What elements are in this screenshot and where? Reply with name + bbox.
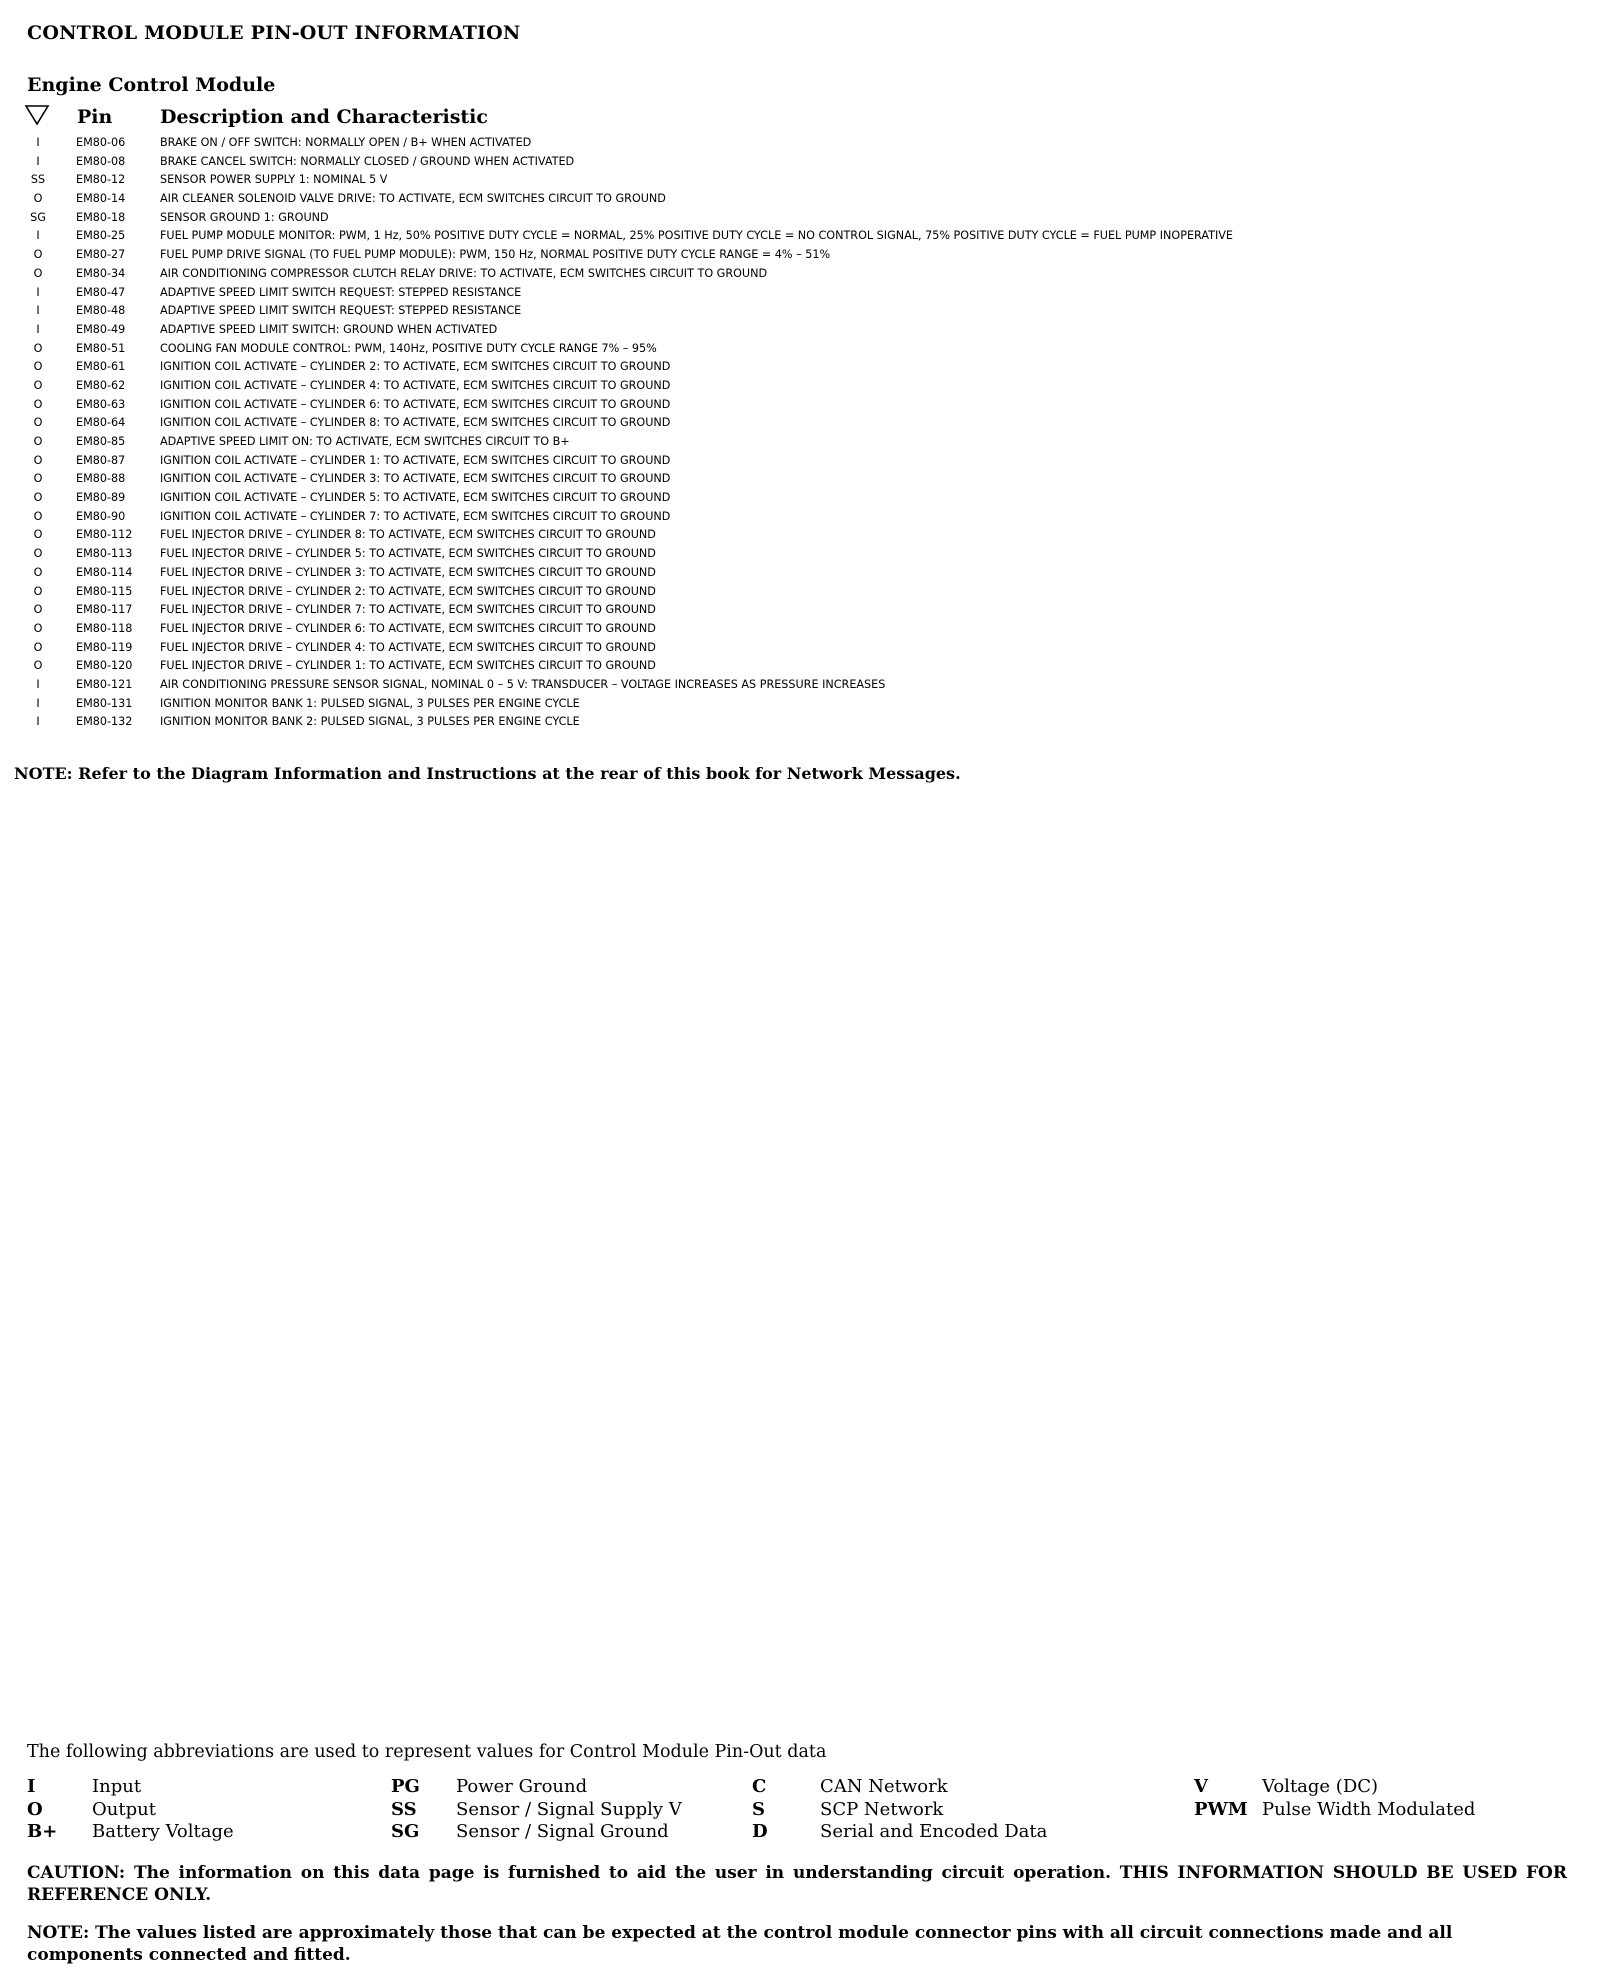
pin-id: EM80-18 (76, 210, 126, 224)
pin-id: EM80-85 (76, 435, 126, 448)
abbreviation-label: Input (92, 1776, 142, 1797)
pin-type: I (36, 715, 40, 729)
pin-type: I (36, 136, 40, 149)
abbreviation-row (0, 1776, 1600, 1799)
pin-type: O (33, 248, 43, 262)
abbreviation-code: I (27, 1776, 36, 1797)
pin-id: EM80-88 (76, 472, 126, 486)
pin-type: I (36, 696, 40, 710)
pin-type: O (33, 640, 43, 654)
abbreviation-code: PG (391, 1776, 420, 1797)
pin-type: O (33, 341, 43, 355)
pin-id: EM80-115 (76, 584, 133, 598)
pin-description: IGNITION COIL ACTIVATE – CYLINDER 3: TO ACTIVATE, ECM SWITCHES CIRCUIT TO GROUND (160, 472, 671, 486)
pin-id: EM80-62 (76, 378, 126, 392)
pin-id: EM80-14 (76, 192, 126, 206)
values-note: NOTE: The values listed are approximately those that can be expected at the control module connector pins with all circuit connections made and all components connected and fitted. (27, 1923, 1453, 1965)
table-row (0, 676, 1600, 695)
pin-id: EM80-61 (76, 360, 126, 374)
abbreviation-row (0, 1821, 1600, 1844)
table-row (0, 657, 1600, 676)
table-row (0, 209, 1600, 228)
abbreviation-label: SCP Network (820, 1798, 944, 1820)
pin-description: AIR CONDITIONING PRESSURE SENSOR SIGNAL, NOMINAL 0 – 5 V: TRANSDUCER – VOLTAGE INCREASES AS PRESSURE INCREASES (160, 677, 886, 691)
abbreviation-label: Pulse Width Modulated (1262, 1798, 1476, 1820)
table-row (0, 695, 1600, 714)
table-row (0, 601, 1600, 620)
pin-id: EM80-90 (76, 509, 126, 523)
pin-table (0, 134, 1600, 732)
description-column-header: Description and Characteristic (160, 106, 488, 128)
pin-type: I (36, 229, 40, 243)
table-row (0, 508, 1600, 527)
triangle-down-icon (24, 104, 50, 126)
table-row (0, 526, 1600, 545)
abbreviation-code: SS (391, 1798, 417, 1820)
network-note: NOTE: Refer to the Diagram Information and Instructions at the rear of this book for Network Messages. (14, 764, 961, 783)
table-row (0, 396, 1600, 415)
abbreviation-label: Power Ground (456, 1776, 588, 1797)
pin-type: O (33, 491, 43, 505)
pin-id: EM80-64 (76, 416, 126, 430)
pin-description: FUEL PUMP MODULE MONITOR: PWM, 1 Hz, 50% POSITIVE DUTY CYCLE = NORMAL, 25% POSITIVE DUTY CYCLE = NO CONTROL SIGNAL, 75% POSITIVE DUTY CYCLE = FUEL PUMP INOPERATIVE (160, 229, 1233, 243)
pin-id: EM80-34 (76, 266, 126, 280)
pin-type: O (33, 472, 43, 486)
abbreviation-code: V (1194, 1776, 1208, 1797)
abbreviations-intro: The following abbreviations are used to represent values for Control Module Pin-Out data (27, 1742, 827, 1762)
pin-description: AIR CONDITIONING COMPRESSOR CLUTCH RELAY DRIVE: TO ACTIVATE, ECM SWITCHES CIRCUIT TO GROUND (160, 266, 768, 280)
pin-id: EM80-120 (76, 659, 133, 673)
table-row (0, 713, 1600, 732)
pin-type: O (33, 360, 43, 374)
pin-description: FUEL INJECTOR DRIVE – CYLINDER 6: TO ACTIVATE, ECM SWITCHES CIRCUIT TO GROUND (160, 621, 656, 635)
abbreviation-label: Sensor / Signal Supply V (456, 1798, 682, 1820)
abbreviation-code: C (752, 1776, 767, 1797)
abbreviation-code: PWM (1194, 1798, 1248, 1820)
pin-type: O (33, 509, 43, 523)
pin-type: I (36, 285, 40, 299)
pin-type: O (33, 416, 43, 430)
table-row (0, 470, 1600, 489)
pin-id: EM80-89 (76, 491, 126, 505)
pin-type: SS (30, 173, 46, 187)
pin-description: SENSOR GROUND 1: GROUND (160, 210, 329, 224)
table-row (0, 639, 1600, 658)
table-row (0, 377, 1600, 396)
pin-description: IGNITION COIL ACTIVATE – CYLINDER 1: TO ACTIVATE, ECM SWITCHES CIRCUIT TO GROUND (160, 453, 671, 467)
pin-id: EM80-121 (76, 677, 133, 691)
pin-type: O (33, 528, 43, 542)
caution-text: CAUTION: The information on this data page is furnished to aid the user in understanding circuit operation. THIS INFORMATION SHOULD BE USED FOR REFERENCE ONLY. (27, 1863, 1567, 1905)
pin-description: FUEL INJECTOR DRIVE – CYLINDER 7: TO ACTIVATE, ECM SWITCHES CIRCUIT TO GROUND (160, 603, 656, 617)
pin-description: ADAPTIVE SPEED LIMIT SWITCH: GROUND WHEN ACTIVATED (160, 322, 498, 336)
pin-id: EM80-114 (76, 565, 133, 579)
pin-id: EM80-47 (76, 285, 126, 299)
pin-description: SENSOR POWER SUPPLY 1: NOMINAL 5 V (160, 173, 388, 187)
pin-type: I (36, 322, 40, 336)
pin-description: ADAPTIVE SPEED LIMIT SWITCH REQUEST: STEPPED RESISTANCE (160, 285, 522, 299)
pin-type: I (36, 154, 40, 168)
pin-table-header (0, 102, 1600, 132)
pin-id: EM80-08 (76, 154, 126, 168)
pin-type: O (33, 584, 43, 598)
pin-description: IGNITION MONITOR BANK 1: PULSED SIGNAL, 3 PULSES PER ENGINE CYCLE (160, 696, 580, 710)
pin-id: EM80-48 (76, 304, 126, 318)
pin-id: EM80-113 (76, 547, 133, 561)
table-row (0, 153, 1600, 172)
pin-description: IGNITION COIL ACTIVATE – CYLINDER 6: TO ACTIVATE, ECM SWITCHES CIRCUIT TO GROUND (160, 397, 671, 411)
abbreviation-label: Output (92, 1798, 156, 1820)
pin-type: O (33, 266, 43, 280)
pin-description: IGNITION COIL ACTIVATE – CYLINDER 8: TO ACTIVATE, ECM SWITCHES CIRCUIT TO GROUND (160, 416, 671, 430)
table-row (0, 583, 1600, 602)
pin-description: FUEL INJECTOR DRIVE – CYLINDER 8: TO ACTIVATE, ECM SWITCHES CIRCUIT TO GROUND (160, 528, 656, 542)
abbreviation-label: Voltage (DC) (1262, 1776, 1379, 1797)
pin-type: O (33, 565, 43, 579)
pin-description: FUEL INJECTOR DRIVE – CYLINDER 4: TO ACTIVATE, ECM SWITCHES CIRCUIT TO GROUND (160, 640, 656, 654)
pin-type: O (33, 192, 43, 206)
pin-id: EM80-63 (76, 397, 126, 411)
pin-type: O (33, 397, 43, 411)
pin-description: FUEL INJECTOR DRIVE – CYLINDER 5: TO ACTIVATE, ECM SWITCHES CIRCUIT TO GROUND (160, 547, 656, 561)
pin-id: EM80-06 (76, 136, 126, 149)
pin-description: IGNITION COIL ACTIVATE – CYLINDER 5: TO ACTIVATE, ECM SWITCHES CIRCUIT TO GROUND (160, 491, 671, 505)
abbreviation-code: SG (391, 1821, 420, 1842)
abbreviation-label: Sensor / Signal Ground (456, 1821, 669, 1842)
abbreviation-code: B+ (27, 1821, 58, 1842)
pin-description: BRAKE CANCEL SWITCH: NORMALLY CLOSED / GROUND WHEN ACTIVATED (160, 154, 575, 168)
table-row (0, 284, 1600, 303)
pin-description: FUEL INJECTOR DRIVE – CYLINDER 2: TO ACTIVATE, ECM SWITCHES CIRCUIT TO GROUND (160, 584, 656, 598)
pin-type: I (36, 677, 40, 691)
table-row (0, 190, 1600, 209)
pin-type: O (33, 378, 43, 392)
abbreviation-row (0, 1799, 1600, 1822)
pin-description: AIR CLEANER SOLENOID VALVE DRIVE: TO ACTIVATE, ECM SWITCHES CIRCUIT TO GROUND (160, 192, 666, 206)
table-row (0, 433, 1600, 452)
pin-type: O (33, 453, 43, 467)
abbreviation-code: D (752, 1821, 768, 1842)
pin-type: O (33, 621, 43, 635)
pin-description: IGNITION COIL ACTIVATE – CYLINDER 7: TO ACTIVATE, ECM SWITCHES CIRCUIT TO GROUND (160, 509, 671, 523)
pin-id: EM80-12 (76, 173, 126, 187)
table-row (0, 340, 1600, 359)
abbreviation-label: Serial and Encoded Data (820, 1821, 1048, 1842)
pin-description: IGNITION MONITOR BANK 2: PULSED SIGNAL, 3 PULSES PER ENGINE CYCLE (160, 715, 580, 729)
pin-id: EM80-25 (76, 229, 126, 243)
pin-id: EM80-49 (76, 322, 126, 336)
table-row (0, 227, 1600, 246)
table-row (0, 545, 1600, 564)
pin-id: EM80-51 (76, 341, 126, 355)
pin-description: COOLING FAN MODULE CONTROL: PWM, 140Hz, POSITIVE DUTY CYCLE RANGE 7% – 95% (160, 341, 657, 355)
pin-description: FUEL PUMP DRIVE SIGNAL (TO FUEL PUMP MODULE): PWM, 150 Hz, NORMAL POSITIVE DUTY CYCLE RANGE = 4% – 51% (160, 248, 831, 262)
pin-id: EM80-132 (76, 715, 133, 729)
table-row (0, 246, 1600, 265)
pin-id: EM80-119 (76, 640, 133, 654)
pin-type: SG (30, 210, 46, 224)
table-row (0, 489, 1600, 508)
abbreviation-label: CAN Network (820, 1776, 948, 1797)
abbreviation-label: Battery Voltage (92, 1821, 234, 1842)
pin-id: EM80-131 (76, 696, 133, 710)
table-row (0, 358, 1600, 377)
table-row (0, 620, 1600, 639)
pin-description: FUEL INJECTOR DRIVE – CYLINDER 1: TO ACTIVATE, ECM SWITCHES CIRCUIT TO GROUND (160, 659, 656, 673)
table-row (0, 302, 1600, 321)
abbreviation-code: O (27, 1798, 43, 1820)
table-row (0, 171, 1600, 190)
pin-type: I (36, 304, 40, 318)
pin-type: O (33, 435, 43, 448)
pin-description: ADAPTIVE SPEED LIMIT SWITCH REQUEST: STEPPED RESISTANCE (160, 304, 522, 318)
section-title: Engine Control Module (27, 74, 276, 96)
pin-description: ADAPTIVE SPEED LIMIT ON: TO ACTIVATE, ECM SWITCHES CIRCUIT TO B+ (160, 435, 570, 448)
pin-type: O (33, 547, 43, 561)
abbreviations-legend (0, 1776, 1600, 1846)
pin-type: O (33, 603, 43, 617)
abbreviation-code: S (752, 1798, 765, 1820)
table-row (0, 414, 1600, 433)
table-row (0, 321, 1600, 340)
pin-description: BRAKE ON / OFF SWITCH: NORMALLY OPEN / B+ WHEN ACTIVATED (160, 136, 532, 149)
pin-description: IGNITION COIL ACTIVATE – CYLINDER 4: TO ACTIVATE, ECM SWITCHES CIRCUIT TO GROUND (160, 378, 671, 392)
table-row (0, 134, 1600, 153)
pin-id: EM80-118 (76, 621, 133, 635)
pin-id: EM80-117 (76, 603, 133, 617)
table-row (0, 564, 1600, 583)
pin-description: FUEL INJECTOR DRIVE – CYLINDER 3: TO ACTIVATE, ECM SWITCHES CIRCUIT TO GROUND (160, 565, 656, 579)
pin-column-header: Pin (77, 106, 113, 128)
page-title: CONTROL MODULE PIN-OUT INFORMATION (27, 22, 521, 44)
table-row (0, 265, 1600, 284)
pin-id: EM80-27 (76, 248, 126, 262)
pin-id: EM80-112 (76, 528, 133, 542)
pin-type: O (33, 659, 43, 673)
pin-id: EM80-87 (76, 453, 126, 467)
table-row (0, 452, 1600, 471)
pin-description: IGNITION COIL ACTIVATE – CYLINDER 2: TO ACTIVATE, ECM SWITCHES CIRCUIT TO GROUND (160, 360, 671, 374)
